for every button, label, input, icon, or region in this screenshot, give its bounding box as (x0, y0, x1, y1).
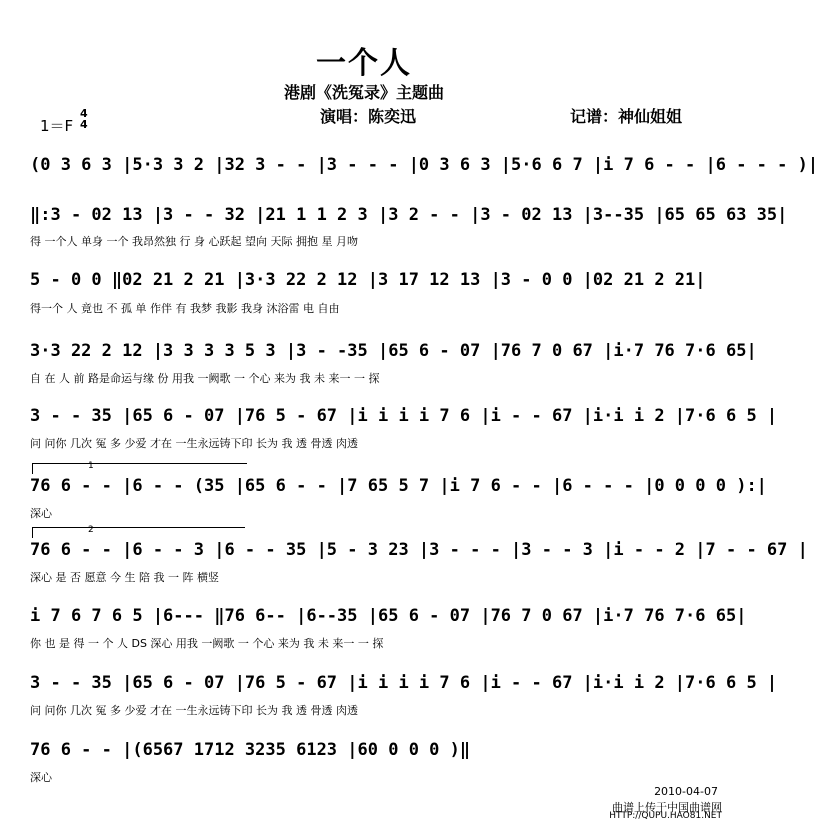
score-line-10-lyrics: 深心 (30, 771, 52, 784)
time-signature-bottom: 4 (80, 118, 88, 131)
score-line-6-lyrics: 深心 (30, 507, 52, 520)
song-subtitle: 港剧《洗冤录》主题曲 (283, 83, 444, 102)
singer-credit: 演唱：陈奕迅 (320, 107, 417, 126)
score-line-7-notes: 76 6 - - |6 - - 3 |6 - - 35 |5 - 3 23 |3 - - - |3 - - 3 |i - - 2 |7 - - 67 | (30, 540, 808, 560)
score-line-9-lyrics: 问 问你 几次 冤 多 少爱 才在 一生永远铸下印 长为 我 透 骨透 肉透 (30, 704, 358, 717)
time-signature (80, 108, 88, 130)
source-url: HTTP://QUPU.HAO81.NET (609, 811, 722, 821)
score-line-2-lyrics: 得 一个人 单身 一个 我昂然独 行 身 心跃起 望向 天际 拥抱 星 月吻 (30, 235, 358, 248)
score-line-9-notes: 3 - - 35 |65 6 - 07 |76 5 - 67 |i i i i 7 6 |i - - 67 |i·i i 2 |7·6 6 5 | (30, 673, 778, 693)
transcriber-credit: 记谱：神仙姐姐 (570, 107, 683, 126)
score-line-1-notes: (0 3 6 3 |5·3 3 2 |32 3 - - |3 - - - |0 3 6 3 |5·6 6 7 |i 7 6 - - |6 - - - )| (30, 155, 818, 175)
volta-number-1: 1 (88, 461, 94, 471)
song-title: 一个人 (316, 46, 412, 81)
volta-number-2: 2 (88, 525, 94, 535)
key-signature: 1＝F (40, 117, 74, 135)
upload-date: 2010-04-07 (654, 785, 718, 798)
volta-bracket-2 (32, 527, 245, 538)
score-line-7-lyrics: 深心 是 否 愿意 今 生 陪 我 一 阵 横竖 (30, 571, 219, 584)
score-line-4-notes: 3·3 22 2 12 |3 3 3 3 5 3 |3 - -35 |65 6 - 07 |76 7 0 67 |i·7 76 7·6 65| (30, 341, 757, 361)
score-line-3-notes: 5 - 0 0 ‖02 21 2 21 |3·3 22 2 12 |3 17 12 13 |3 - 0 0 |02 21 2 21| (30, 270, 706, 290)
score-line-2-notes: ‖:3 - 02 13 |3 - - 32 |21 1 1 2 3 |3 2 - - |3 - 02 13 |3--35 |65 65 63 35| (30, 205, 788, 225)
score-line-5-lyrics: 问 问你 几次 冤 多 少爱 才在 一生永远铸下印 长为 我 透 骨透 肉透 (30, 437, 358, 450)
volta-bracket-1 (32, 463, 247, 474)
score-line-5-notes: 3 - - 35 |65 6 - 07 |76 5 - 67 |i i i i 7 6 |i - - 67 |i·i i 2 |7·6 6 5 | (30, 406, 778, 426)
score-line-10-notes: 76 6 - - |(6567 1712 3235 6123 |60 0 0 0 )‖ (30, 740, 471, 760)
score-line-4-lyrics: 自 在 人 前 路是命运与缘 份 用我 一阙歌 一 个心 来为 我 未 来一 一 探 (30, 372, 380, 385)
score-line-8-lyrics: 你 也 是 得 一 个 人 DS 深心 用我 一阙歌 一 个心 来为 我 未 来一 一 探 (30, 637, 384, 650)
score-line-8-notes: i 7 6 7 6 5 |6--- ‖76 6-- |6--35 |65 6 - 07 |76 7 0 67 |i·7 76 7·6 65| (30, 606, 747, 626)
source-site: 曲谱上传于中国曲谱网 (612, 801, 722, 814)
time-signature-top: 4 (80, 107, 88, 120)
score-line-3-lyrics: 得一个 人 竟也 不 孤 单 作伴 有 我梦 我影 我身 沐浴雷 电 自由 (30, 302, 340, 315)
score-line-6-notes: 76 6 - - |6 - - (35 |65 6 - - |7 65 5 7 |i 7 6 - - |6 - - - |0 0 0 0 ):| (30, 476, 767, 496)
